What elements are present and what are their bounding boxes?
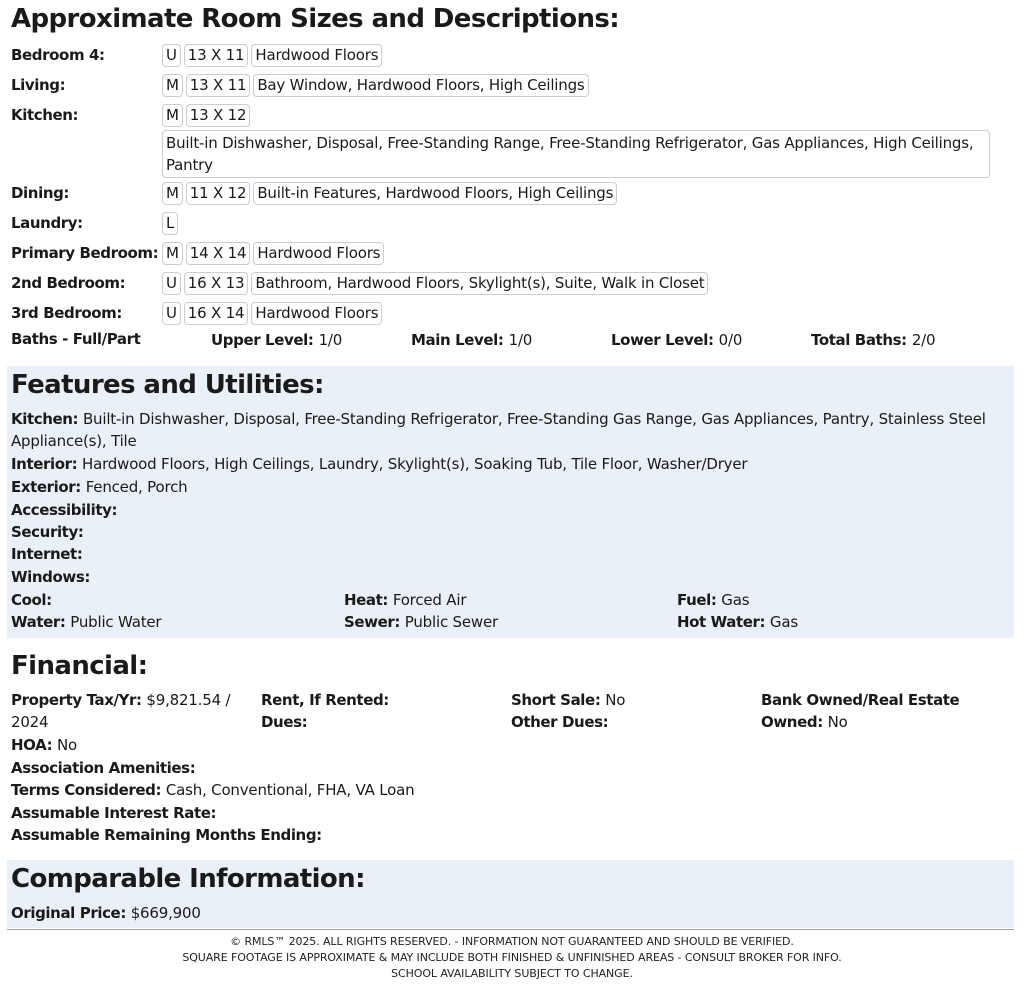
room-size: 16 X 13 xyxy=(184,272,249,295)
room-description: Hardwood Floors xyxy=(251,302,382,325)
lower-level-label: Lower Level: xyxy=(611,331,714,349)
features-cool-label: Cool: xyxy=(11,591,52,609)
features-kitchen-value: Built-in Dishwasher, Disposal, Free-Standing Refrigerator, Free-Standing Gas Range, Gas Appliances, Pantry, Stainless Steel Appliance(s), Tile xyxy=(11,410,986,450)
room-name: Primary Bedroom: xyxy=(11,244,159,262)
features-security-label: Security: xyxy=(11,523,84,541)
features-heat-value: Forced Air xyxy=(392,591,467,609)
room-size: 14 X 14 xyxy=(186,242,251,265)
features-fuel-label: Fuel: xyxy=(677,591,717,609)
financial-hoa xyxy=(11,734,77,756)
main-level-value: 1/0 xyxy=(508,331,533,349)
comparable-section-title: Comparable Information: xyxy=(11,864,365,894)
room-level: M xyxy=(162,182,183,205)
financial-section-title: Financial: xyxy=(11,651,148,681)
room-size: 13 X 12 xyxy=(186,104,251,127)
short-sale-value: No xyxy=(605,691,626,709)
room-level: M xyxy=(162,242,183,265)
footer-school: SCHOOL AVAILABILITY SUBJECT TO CHANGE. xyxy=(391,967,633,980)
hoa-label: HOA: xyxy=(11,736,53,754)
features-heat-label: Heat: xyxy=(344,591,389,609)
room-description: Bathroom, Hardwood Floors, Skylight(s), Suite, Walk in Closet xyxy=(251,272,708,295)
features-accessibility-label: Accessibility: xyxy=(11,501,118,519)
room-description: Hardwood Floors xyxy=(253,242,384,265)
baths-label: Baths - Full/Part xyxy=(11,330,141,348)
footer-divider xyxy=(7,929,1014,930)
lower-level-value: 0/0 xyxy=(718,331,743,349)
features-sewer-label: Sewer: xyxy=(344,613,401,631)
features-exterior-label: Exterior: xyxy=(11,478,81,496)
total-baths-value: 2/0 xyxy=(911,331,936,349)
short-sale-label: Short Sale: xyxy=(511,691,601,709)
financial-bank-owned xyxy=(761,689,1011,733)
terms-considered-label: Terms Considered: xyxy=(11,781,162,799)
dues-label: Dues: xyxy=(261,713,308,731)
assumable-interest-rate-label: Assumable Interest Rate: xyxy=(11,804,217,822)
room-size: 13 X 11 xyxy=(186,74,251,97)
room-size: 16 X 14 xyxy=(184,302,249,325)
features-interior-label: Interior: xyxy=(11,455,78,473)
room-description: Bay Window, Hardwood Floors, High Ceilings xyxy=(253,74,588,97)
assumable-remaining-months-label: Assumable Remaining Months Ending: xyxy=(11,826,322,844)
bank-owned-label-line2: Owned: xyxy=(761,713,823,731)
total-baths-label: Total Baths: xyxy=(811,331,907,349)
room-level: M xyxy=(162,74,183,97)
features-water-value: Public Water xyxy=(70,613,162,631)
financial-property-tax xyxy=(11,689,251,733)
room-name: 2nd Bedroom: xyxy=(11,274,126,292)
room-description: Hardwood Floors xyxy=(251,44,382,67)
comparable-original-price xyxy=(11,902,201,924)
upper-level-value: 1/0 xyxy=(318,331,343,349)
financial-terms xyxy=(11,779,414,801)
original-price-label: Original Price: xyxy=(11,904,126,922)
features-cool xyxy=(11,589,52,611)
financial-short-sale xyxy=(511,689,625,711)
features-hotwater xyxy=(677,611,798,633)
features-fuel xyxy=(677,589,749,611)
property-tax-value: $9,821.54 / xyxy=(146,691,231,709)
association-amenities-label: Association Amenities: xyxy=(11,759,196,777)
room-name: Living: xyxy=(11,76,66,94)
hoa-value: No xyxy=(56,736,77,754)
features-kitchen xyxy=(11,408,1006,452)
baths-row xyxy=(11,330,1011,352)
room-size: 13 X 11 xyxy=(184,44,249,67)
bank-owned-label-line1: Bank Owned/Real Estate xyxy=(761,691,960,709)
room-name: Bedroom 4: xyxy=(11,46,105,64)
room-level: U xyxy=(162,44,181,67)
room-level: L xyxy=(162,212,178,235)
room-description: Built-in Features, Hardwood Floors, High Ceilings xyxy=(253,182,617,205)
room-name: Laundry: xyxy=(11,214,83,232)
footer-square-footage: SQUARE FOOTAGE IS APPROXIMATE & MAY INCLUDE BOTH FINISHED & UNFINISHED AREAS - CONSULT BROKER FOR INFO. xyxy=(182,951,842,964)
bank-owned-value: No xyxy=(827,713,848,731)
room-name: Kitchen: xyxy=(11,106,79,124)
features-exterior-value: Fenced, Porch xyxy=(85,478,188,496)
room-name: 3rd Bedroom: xyxy=(11,304,122,322)
room-level: M xyxy=(162,104,183,127)
features-kitchen-label: Kitchen: xyxy=(11,410,79,428)
rooms-section-title: Approximate Room Sizes and Descriptions: xyxy=(11,4,620,34)
room-name: Dining: xyxy=(11,184,70,202)
features-water xyxy=(11,611,161,633)
features-fuel-value: Gas xyxy=(721,591,750,609)
property-tax-year: 2024 xyxy=(11,713,49,731)
upper-level-label: Upper Level: xyxy=(211,331,314,349)
features-interior xyxy=(11,453,747,475)
room-level: U xyxy=(162,272,181,295)
features-internet-label: Internet: xyxy=(11,545,83,563)
features-windows-label: Windows: xyxy=(11,568,90,586)
other-dues-label: Other Dues: xyxy=(511,713,609,731)
features-exterior xyxy=(11,476,187,498)
features-sewer-value: Public Sewer xyxy=(404,613,498,631)
features-section-title: Features and Utilities: xyxy=(11,370,324,400)
room-description-kitchen: Built-in Dishwasher, Disposal, Free-Standing Range, Free-Standing Refrigerator, Gas Appliances, High Ceilings, Pantry xyxy=(162,130,990,178)
rent-if-rented-label: Rent, If Rented: xyxy=(261,691,389,709)
features-panel xyxy=(7,366,1014,638)
original-price-value: $669,900 xyxy=(130,904,201,922)
property-tax-label: Property Tax/Yr: xyxy=(11,691,142,709)
features-heat xyxy=(344,589,466,611)
main-level-label: Main Level: xyxy=(411,331,504,349)
features-water-label: Water: xyxy=(11,613,66,631)
room-size: 11 X 12 xyxy=(186,182,251,205)
features-interior-value: Hardwood Floors, High Ceilings, Laundry, Skylight(s), Soaking Tub, Tile Floor, Washer/Dryer xyxy=(82,455,748,473)
terms-considered-value: Cash, Conventional, FHA, VA Loan xyxy=(165,781,415,799)
room-level: U xyxy=(162,302,181,325)
features-sewer xyxy=(344,611,498,633)
features-hotwater-value: Gas xyxy=(769,613,798,631)
features-hotwater-label: Hot Water: xyxy=(677,613,766,631)
footer-copyright: © RMLS™ 2025. ALL RIGHTS RESERVED. - INFORMATION NOT GUARANTEED AND SHOULD BE VERIFIED. xyxy=(230,935,794,948)
